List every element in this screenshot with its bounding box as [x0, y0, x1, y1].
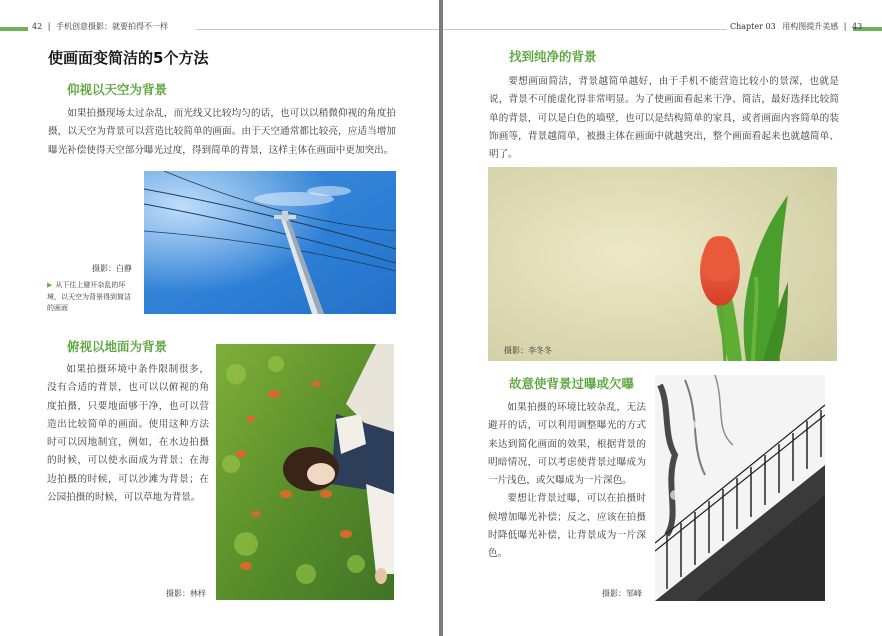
triangle-bullet-icon: ▶: [47, 281, 53, 289]
section-text-sky: 如果拍摄现场太过杂乱，而光线又比较均匀的话，也可以以稍微仰视的角度拍摄，以天空为背景可以营造比较简单的画面。由于天空通常都比较亮，应适当增加曝光补偿使得天空部分曝光过度，得到简单的背景，这样主体在画面中更加突出。: [48, 108, 396, 156]
running-header: 42 | 手机创意摄影：就要拍得不一样: [32, 22, 168, 31]
page-title: 使画面变简洁的5个方法: [48, 49, 209, 67]
photo-credit-stairs: 摄影：邹峰: [602, 589, 642, 598]
header-rule: [443, 29, 727, 30]
section-text-ground: 如果拍摄环境中条件限制很多，没有合适的背景，也可以以俯视的角度拍摄，只要地面够干净，也可以营造出比较简单的画面。使用这种方法时可以因地制宜，例如，在水边拍摄的时候，可以使水面成为背景；在海边拍摄的时候，可以沙滩为背景；在公园拍摄的时候，可以草地为背景。: [47, 364, 209, 504]
book-title: 手机创意摄影：就要拍得不一样: [55, 22, 168, 31]
photo-note-sky: ▶ 从下往上避开杂乱的环境，以天空为背景得到简洁的画面: [47, 281, 131, 312]
section-heading-ground: 俯视以地面为背景: [67, 339, 168, 354]
header-rule: [196, 29, 439, 30]
running-header: Chapter 03 用构图提升美感 | 43: [730, 22, 863, 31]
page-number: 42: [32, 22, 43, 31]
tulip-photo: [488, 167, 837, 361]
stair-photo: [655, 375, 825, 601]
section-heading-sky: 仰视以天空为背景: [67, 82, 168, 97]
chapter-title: 用构图提升美感: [782, 22, 839, 31]
left-page: [0, 0, 439, 636]
photo-credit-sky: 摄影：白静: [92, 264, 132, 273]
photo-credit-ground: 摄影：林梓: [166, 589, 206, 598]
page-number: 43: [852, 22, 863, 31]
header-accent-bar: [0, 27, 28, 31]
photo-credit-tulip: 摄影：李冬冬: [504, 346, 552, 355]
sky-photo: [144, 171, 396, 314]
right-page: [443, 0, 882, 636]
section-heading-exposure: 故意使背景过曝或欠曝: [509, 376, 635, 391]
section-heading-clean-background: 找到纯净的背景: [509, 49, 597, 64]
section-text-exposure: 如果拍摄的环境比较杂乱，无法避开的话，可以利用调整曝光的方式来达到简化画面的效果，根据背景的明暗情况，可以考虑使背景过曝成为一片浅色，或欠曝成为一片深色。 要想让背景过曝，可以在拍摄时候增加曝光补偿；反之，应该在拍摄时降低曝光补偿，让背景成为一片深色。: [488, 402, 646, 560]
section-text-clean-background: 要想画面简洁，背景越简单越好，由于手机不能营造比较小的景深，也就是说，背景不可能虚化得非常明显。为了使画面看起来干净、简洁，最好选择比较简单的背景，可以是白色的墙壁，也可以是结构简单的家具，或者画面内容简单的装饰画等，背景越简单，被摄主体在画面中就越突出，整个画面看起来也就越简单、明了。: [489, 76, 839, 161]
chapter-label: Chapter 03: [730, 22, 776, 31]
ground-photo: [216, 344, 394, 600]
